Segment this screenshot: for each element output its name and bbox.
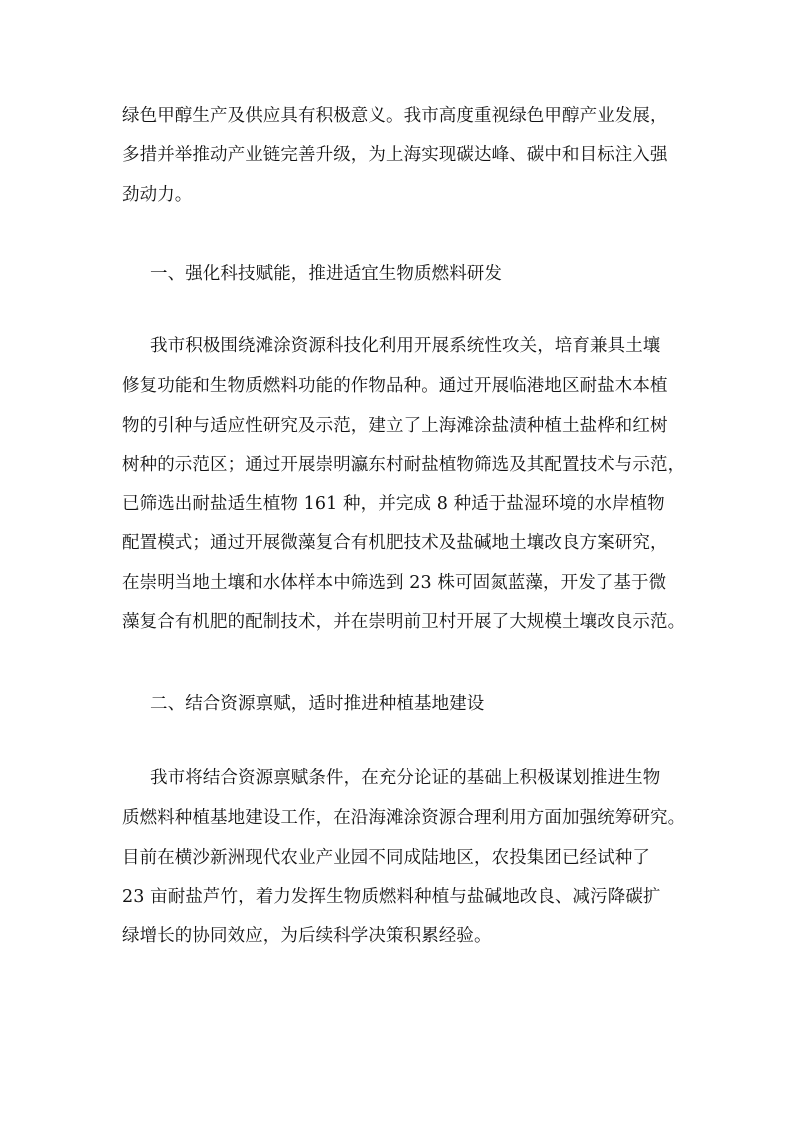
- section-heading-2: 二、结合资源禀赋，适时推进种植基地建设: [150, 694, 485, 714]
- paragraph-3-line-1: 我市将结合资源禀赋条件，在充分论证的基础上积极谋划推进生物: [150, 768, 661, 788]
- paragraph-2-line-5: 已筛选出耐盐适生植物 161 种，并完成 8 种适于盐湿环境的水岸植物: [122, 494, 665, 514]
- paragraph-3-line-5: 绿增长的协同效应，为后续科学决策积累经验。: [122, 926, 492, 946]
- paragraph-1-line-2: 多措并举推动产业链完善升级，为上海实现碳达峰、碳中和目标注入强: [122, 145, 668, 165]
- paragraph-1-line-3: 劲动力。: [122, 185, 193, 205]
- paragraph-2-line-2: 修复功能和生物质燃料功能的作物品种。通过开展临港地区耐盐木本植: [122, 376, 668, 396]
- paragraph-2-line-8: 藻复合有机肥的配制技术，并在崇明前卫村开展了大规模土壤改良示范。: [122, 612, 686, 632]
- paragraph-2-line-6: 配置模式；通过开展微藻复合有机肥技术及盐碱地土壤改良方案研究，: [122, 533, 668, 553]
- paragraph-1-line-1: 绿色甲醇生产及供应具有积极意义。我市高度重视绿色甲醇产业发展，: [122, 106, 668, 126]
- paragraph-3-line-4: 23 亩耐盐芦竹，着力发挥生物质燃料种植与盐碱地改良、减污降碳扩: [122, 887, 661, 907]
- paragraph-2-line-7: 在崇明当地土壤和水体样本中筛选到 23 株可固氮蓝藻，开发了基于微: [122, 573, 667, 593]
- paragraph-2-line-4: 树种的示范区；通过开展崇明瀛东村耐盐植物筛选及其配置技术与示范，: [122, 455, 686, 475]
- section-heading-1: 一、强化科技赋能，推进适宜生物质燃料研发: [150, 264, 502, 284]
- paragraph-3-line-2: 质燃料种植基地建设工作，在沿海滩涂资源合理利用方面加强统筹研究。: [122, 808, 686, 828]
- paragraph-3-line-3: 目前在横沙新洲现代农业产业园不同成陆地区，农投集团已经试种了: [122, 848, 650, 868]
- paragraph-2-line-1: 我市积极围绕滩涂资源科技化利用开展系统性攻关，培育兼具土壤: [150, 336, 661, 356]
- paragraph-2-line-3: 物的引种与适应性研究及示范，建立了上海滩涂盐渍种植土盐桦和红树: [122, 416, 668, 436]
